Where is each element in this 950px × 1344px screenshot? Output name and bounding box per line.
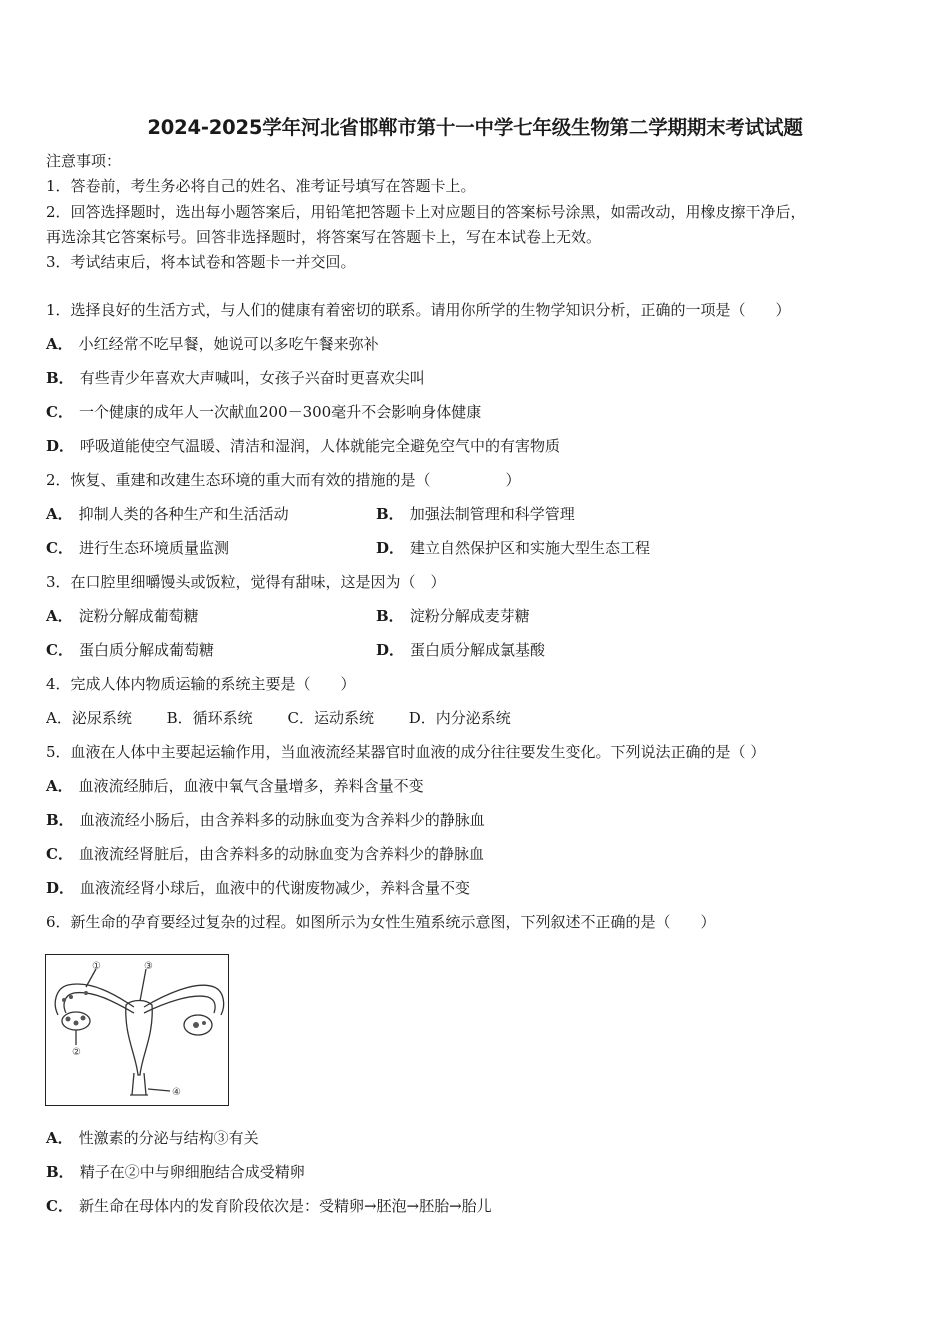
option-label: B． — [376, 505, 404, 523]
option-label: B． — [46, 1163, 74, 1181]
page-title: 2024-2025学年河北省邯郸市第十一中学七年级生物第二学期期末考试试题 — [147, 116, 803, 139]
option-label: B． — [46, 369, 74, 387]
option-text: 血液流经肾小球后，血液中的代谢废物减少，养料含量不变 — [80, 879, 471, 897]
option-label: D． — [376, 539, 405, 557]
option-item — [46, 709, 132, 727]
option-text: 抑制人类的各种生产和生活活动 — [78, 505, 289, 523]
option-label: B． — [376, 607, 404, 625]
option-text: 血液流经小肠后，由含养料多的动脉血变为含养料少的静脉血 — [79, 811, 485, 829]
option-text: 呼吸道能使空气温暖、清洁和湿润，人体就能完全避免空气中的有害物质 — [80, 437, 561, 455]
option-label: C． — [46, 1197, 73, 1215]
question-stem: 4．完成人体内物质运输的系统主要是（ ） — [46, 675, 356, 693]
option-item — [46, 1196, 492, 1216]
option-label: C． — [46, 641, 73, 659]
notice-item: 2．回答选择题时，选出每小题答案后，用铅笔把答题卡上对应题目的答案标号涂黑，如需改动，用橡皮擦干净后， — [46, 203, 806, 221]
option-label: D． — [408, 709, 436, 727]
option-label: C． — [46, 539, 73, 557]
option-item — [376, 606, 530, 626]
option-item — [376, 538, 650, 558]
option-label: A． — [46, 335, 73, 353]
option-item — [287, 709, 374, 727]
option-text: 淀粉分解成葡萄糖 — [78, 607, 199, 625]
diagram-illustration — [46, 955, 228, 1105]
option-text: 蛋白质分解成葡萄糖 — [78, 641, 214, 659]
option-label: A． — [46, 505, 73, 523]
option-item — [46, 504, 289, 524]
question-stem: 3．在口腔里细嚼馒头或饭粒，觉得有甜味，这是因为（ ） — [46, 573, 446, 591]
option-text: 有些青少年喜欢大声喊叫，女孩子兴奋时更喜欢尖叫 — [79, 369, 425, 387]
option-text: 淀粉分解成麦芽糖 — [409, 607, 530, 625]
notice-heading: 注意事项： — [46, 152, 122, 170]
option-item — [409, 709, 511, 727]
option-label: A． — [46, 777, 73, 795]
figure-label: ③ — [144, 961, 153, 972]
option-text: 血液流经肺后，血液中氧气含量增多，养料含量不变 — [78, 777, 424, 795]
notice-item: 3．考试结束后，将本试卷和答题卡一并交回。 — [46, 253, 356, 271]
option-label: A． — [46, 709, 72, 727]
option-label: A． — [46, 1129, 73, 1147]
option-label: D． — [46, 437, 75, 455]
option-label: D． — [46, 879, 75, 897]
option-label: B． — [46, 811, 74, 829]
option-text: 建立自然保护区和实施大型生态工程 — [410, 539, 651, 557]
option-item — [167, 709, 253, 727]
figure-label: ④ — [172, 1087, 181, 1098]
option-item — [46, 844, 484, 864]
option-item — [376, 504, 575, 524]
option-item — [46, 878, 470, 898]
option-label: C． — [46, 845, 73, 863]
option-text: 性激素的分泌与结构③有关 — [78, 1129, 259, 1147]
option-text: 运动系统 — [313, 709, 374, 727]
option-label: B． — [166, 709, 193, 727]
option-row — [46, 708, 541, 728]
question-stem: 6．新生命的孕育要经过复杂的过程。如图所示为女性生殖系统示意图，下列叙述不正确的是（ ） — [46, 913, 716, 931]
option-item — [46, 538, 229, 558]
option-item — [46, 1128, 259, 1148]
option-item — [46, 436, 560, 456]
option-text: 精子在②中与卵细胞结合成受精卵 — [79, 1163, 305, 1181]
option-item — [46, 334, 379, 354]
notice-item: 再选涂其它答案标号。回答非选择题时，将答案写在答题卡上，写在本试卷上无效。 — [46, 228, 602, 246]
option-text: 循环系统 — [192, 709, 253, 727]
option-text: 蛋白质分解成氯基酸 — [410, 641, 546, 659]
option-item — [46, 776, 424, 796]
option-label: C． — [46, 403, 73, 421]
option-item — [46, 810, 485, 830]
option-text: 进行生态环境质量监测 — [78, 539, 229, 557]
option-label: A． — [46, 607, 73, 625]
option-item — [46, 402, 481, 422]
option-item — [46, 606, 199, 626]
option-label: C． — [287, 709, 314, 727]
option-text: 血液流经肾脏后，由含养料多的动脉血变为含养料少的静脉血 — [78, 845, 484, 863]
option-item — [46, 640, 214, 660]
figure-label: ① — [92, 961, 101, 972]
option-text: 新生命在母体内的发育阶段依次是：受精卵→胚泡→胚胎→胎儿 — [78, 1197, 492, 1215]
option-text: 小红经常不吃早餐，她说可以多吃午餐来弥补 — [78, 335, 379, 353]
notice-item: 1．答卷前，考生务必将自己的姓名、准考证号填写在答题卡上。 — [46, 177, 476, 195]
option-item — [46, 1162, 305, 1182]
female-reproductive-system-figure — [45, 954, 229, 1106]
question-stem: 2．恢复、重建和改建生态环境的重大而有效的措施的是（ ） — [46, 471, 521, 489]
option-text: 泌尿系统 — [71, 709, 132, 727]
option-text: 加强法制管理和科学管理 — [409, 505, 575, 523]
question-stem: 1．选择良好的生活方式，与人们的健康有着密切的联系。请用你所学的生物学知识分析，正确的一项是（ ） — [46, 301, 791, 319]
option-label: D． — [376, 641, 405, 659]
option-text: 内分泌系统 — [435, 709, 511, 727]
question-stem: 5．血液在人体中主要起运输作用，当血液流经某器官时血液的成分往往要发生变化。下列说法正确的是（ ） — [46, 743, 766, 761]
option-item — [46, 368, 425, 388]
option-text: 一个健康的成年人一次献血200－300毫升不会影响身体健康 — [78, 403, 482, 421]
option-item — [376, 640, 545, 660]
figure-label: ② — [72, 1047, 81, 1058]
